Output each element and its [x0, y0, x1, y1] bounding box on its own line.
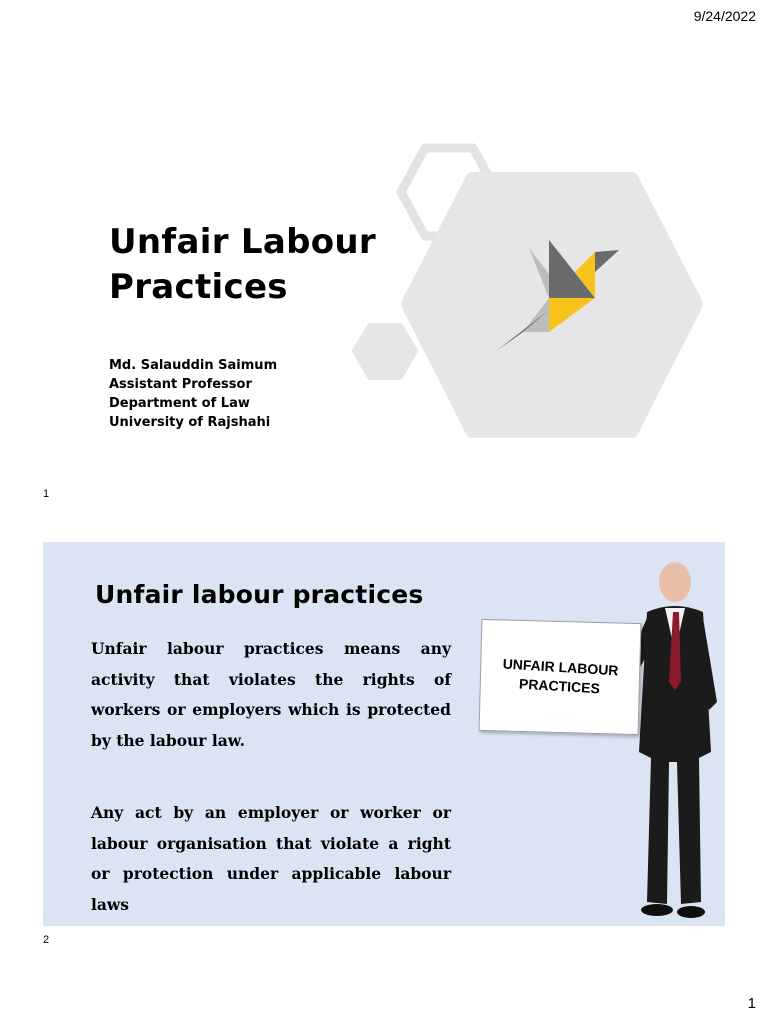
slide-2-title: Unfair labour practices [95, 580, 424, 609]
title-line-1: Unfair Labour [109, 222, 376, 262]
sign-line-2: PRACTICES [518, 675, 601, 697]
print-date: 9/24/2022 [693, 8, 756, 24]
sign-line-1: UNFAIR LABOUR [502, 655, 619, 679]
slide-1 [43, 80, 725, 480]
definition-paragraph-1: Unfair labour practices means any activity that violates the rights of workers or employers which is protected by the labour law. [91, 639, 451, 750]
small-hexagon [355, 326, 415, 377]
author-position: Assistant Professor [109, 377, 252, 392]
author-university: University of Rajshahi [109, 415, 271, 430]
slide-2 [43, 542, 725, 926]
unfair-labour-sign [479, 619, 642, 735]
slide-1-number: 1 [43, 488, 50, 500]
author-department: Department of Law [109, 396, 250, 411]
hexagon-bird-decoration [343, 140, 703, 440]
author-name: Md. Salauddin Saimum [109, 358, 278, 373]
slide-1-title [109, 220, 376, 310]
title-line-2: Practices [109, 267, 288, 307]
author-block [109, 356, 277, 432]
page-number: 1 [747, 995, 756, 1012]
sign-text [494, 654, 626, 700]
businessman-figure [603, 552, 723, 924]
definition-paragraph-2: Any act by an employer or worker or labour organisation that violate a right or protection under applicable labour laws [91, 803, 451, 914]
slide-2-number: 2 [43, 934, 50, 946]
